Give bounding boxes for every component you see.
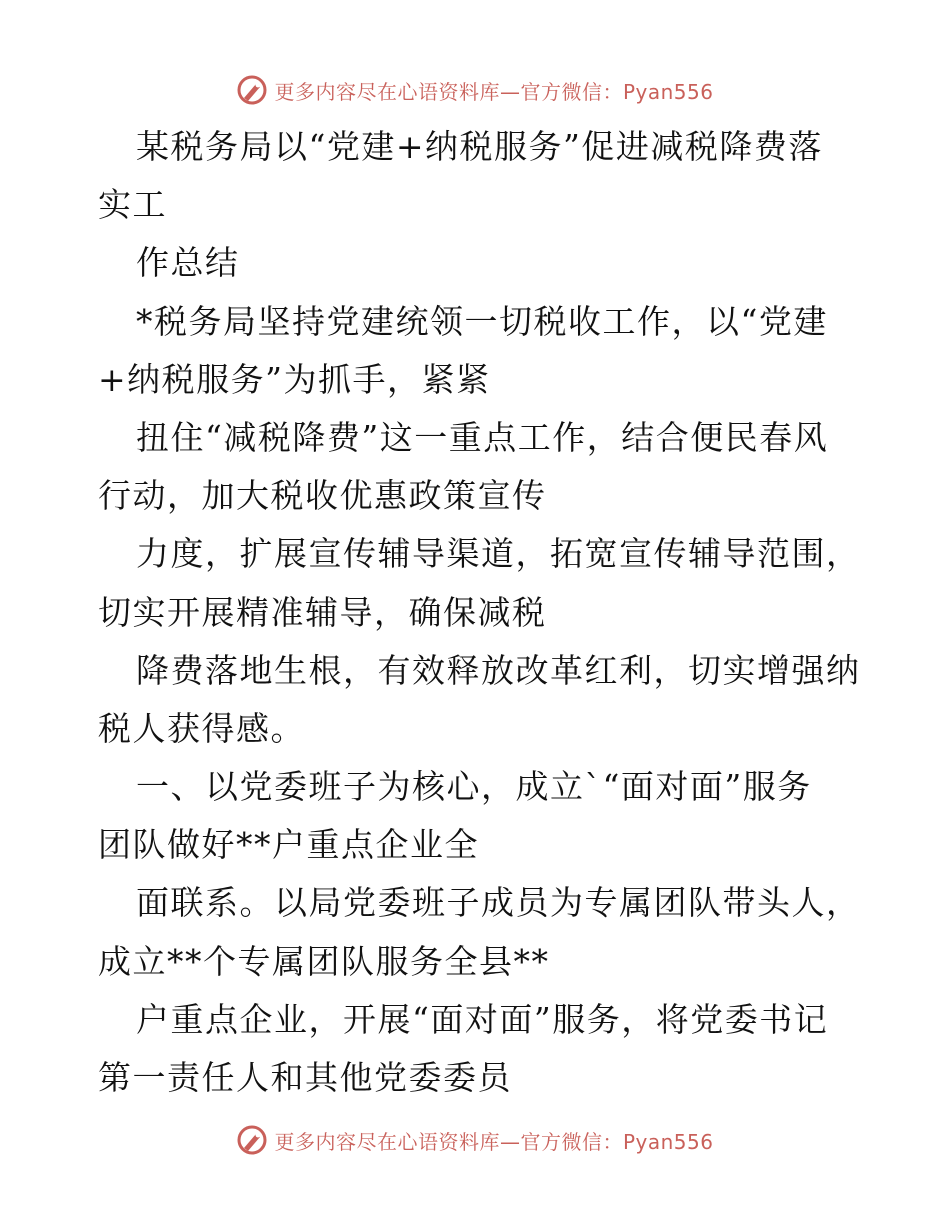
- text-line: 面联系。以局党委班子成员为专属团队带头人，: [136, 883, 861, 923]
- document-body: [98, 118, 861, 1107]
- text-line: 行动，加大税收优惠政策宣传: [98, 476, 547, 516]
- text-line: 团队做好**户重点企业全: [98, 825, 479, 865]
- text-line: 切实开展精准辅导，确保减税: [98, 592, 547, 632]
- text-line: +纳税服务”为抓手，紧紧: [98, 359, 491, 399]
- watermark-footer: [0, 1120, 950, 1160]
- text-line: 扭住“减税降费”这一重点工作，结合便民春风: [136, 417, 829, 457]
- text-line: 户重点企业，开展“面对面”服务，将党委书记: [136, 999, 829, 1039]
- text-line: 力度，扩展宣传辅导渠道，拓宽宣传辅导范围，: [136, 534, 861, 574]
- text-line: 某税务局以“党建+纳税服务”促进减税降费落: [136, 127, 823, 166]
- watermark-text: 更多内容尽在心语资料库—官方微信：Pyan556: [274, 79, 714, 104]
- text-line: 第一责任人和其他党委委员: [98, 1058, 512, 1097]
- text-line: 一、以党委班子为核心，成立`“面对面”服务: [136, 767, 812, 807]
- red-pen-logo-icon: [236, 1124, 268, 1156]
- text-line: 成立**个专属团队服务全县**: [98, 941, 550, 981]
- text-line: 税人获得感。: [98, 708, 305, 748]
- text-line: 降费落地生根，有效释放改革红利，切实增强纳: [136, 650, 861, 690]
- text-line: 作总结: [136, 243, 240, 283]
- watermark-header: [0, 70, 950, 110]
- text-line: 实工: [98, 185, 167, 225]
- text-line: *税务局坚持党建统领一切税收工作，以“党建: [136, 301, 828, 341]
- red-pen-logo-icon: [236, 74, 268, 106]
- watermark-text: 更多内容尽在心语资料库—官方微信：Pyan556: [274, 1129, 714, 1154]
